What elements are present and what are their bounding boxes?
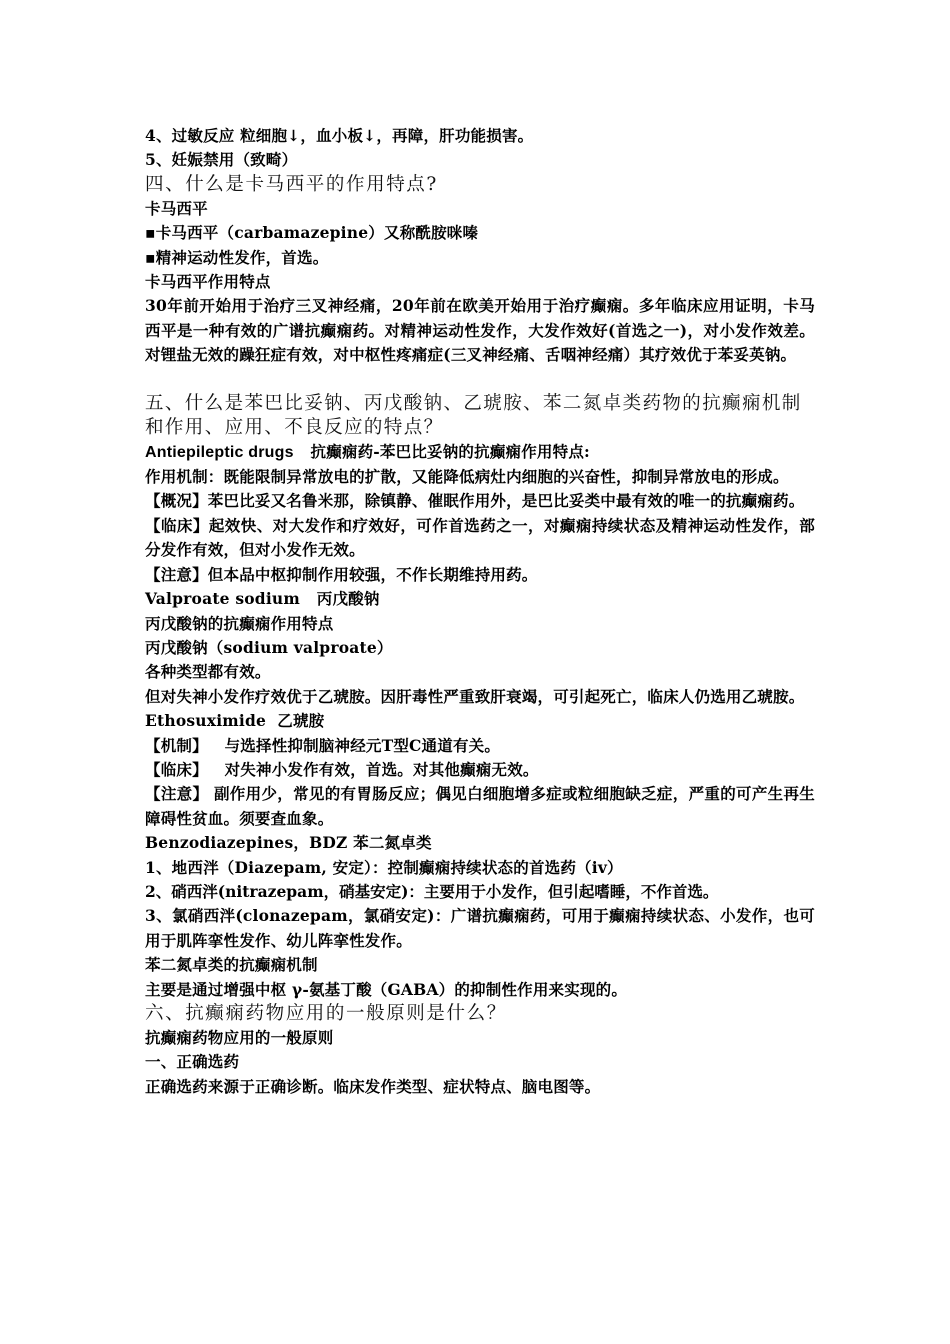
text-line: 【注意】但本品中枢抑制作用较强，不作长期维持用药。 [145,564,538,584]
paragraph: 作用机制：既能限制异常放电的扩散，又能降低病灶内细胞的兴奋性，抑制异常放电的形成。 [145,467,789,487]
paragraph: 但对失神小发作疗效优于乙琥胺。因肝毒性严重致肝衰竭，可引起死亡，临床人仍选用乙琥胺。 [145,686,805,706]
text-line: Ethosuximide 乙琥胺 [145,711,325,731]
english-term: Antiepileptic drugs [145,443,294,461]
text-line: 一、正确选药 [145,1052,240,1072]
paragraph: 3、氯硝西泮(clonazepam，氯硝安定)：广谱抗癫痫药，可用于癫痫持续状态、小发作，也可用于肌阵挛性发作、幼儿阵挛性发作。 [145,906,815,950]
text-line: 各种类型都有效。 [145,662,271,682]
text-line: 【机制】 与选择性抑制脑神经元T型C通道有关。 [145,735,501,755]
text-line: 丙戊酸钠的抗癫痫作用特点 [145,613,334,633]
paragraph: 【临床】起效快、对大发作和疗效好，可作首选药之一，对癫痫持续状态及精神运动性发作，部分发作有效，但对小发作无效。 [145,515,815,560]
text-line: 抗癫痫药物应用的一般原则 [145,1028,334,1047]
bullet-line: ▪卡马西平（carbamazepine）又称酰胺咪嗪 [145,223,479,243]
text-line: 苯二氮卓类的抗癫痫机制 [145,955,318,975]
text-line: Benzodiazepines，BDZ 苯二氮卓类 [145,833,432,853]
section-heading-6: 六、抗癫痫药物应用的一般原则是什么？ [145,1003,507,1024]
text-line: 4、过敏反应 粒细胞↓，血小板↓，再障，肝功能损害。 [145,126,534,145]
text-line: 5、妊娠禁用（致畸） [145,150,298,170]
text-line [145,440,815,465]
text-line: Valproate sodium 丙戊酸钠 [145,589,380,609]
paragraph: 30年前开始用于治疗三叉神经痛，20年前在欧美开始用于治疗癫痫。多年临床应用证明，卡马西平是一种有效的广谱抗癫痫药。对精神运动性发作，大发作效好(首选之一)，对小发作效差。对锂盐无效的躁狂症有效，对中枢性疼痛症(三叉神经痛、舌咽神经痛）其疗效优于苯妥英钠。 [145,296,815,365]
text-line: 1、地西泮（Diazepam, 安定）：控制癫痫持续状态的首选药（iv） [145,857,623,877]
section-heading-4: 四、什么是卡马西平的作用特点? [145,173,438,195]
document-body [145,124,815,1099]
text-line: 主要是通过增强中枢 γ-氨基丁酸（GABA）的抑制性作用来实现的。 [145,979,628,999]
paragraph: 【概况】苯巴比妥又名鲁米那，除镇静、催眠作用外，是巴比妥类中最有效的唯一的抗癫痫药。 [145,491,805,511]
text-line: 卡马西平 [145,198,208,218]
paragraph: 【注意】 副作用少，常见的有胃肠反应；偶见白细胞增多症或粒细胞缺乏症，严重的可产生再生障碍性贫血。须要查血象。 [145,784,815,828]
text-line: 丙戊酸钠（sodium valproate） [145,637,393,657]
chinese-term: 抗癫痫药-苯巴比妥钠的抗癫痫作用特点: [310,441,590,461]
text-line: 【临床】 对失神小发作有效，首选。对其他癫痫无效。 [145,759,539,779]
text-line: 卡马西平作用特点 [145,272,271,292]
blank-line [145,368,815,392]
section-heading-5: 五、什么是苯巴比妥钠、丙戊酸钠、乙琥胺、苯二氮卓类药物的抗癫痫机制和作用、应用、不良反应的特点？ [145,392,802,438]
text-line: 2、硝西泮(nitrazepam，硝基安定)：主要用于小发作，但引起嗜睡，不作首选。 [145,881,719,901]
bullet-line: ▪精神运动性发作，首选。 [145,247,329,267]
text-line: 正确选药来源于正确诊断。临床发作类型、症状特点、脑电图等。 [145,1076,601,1096]
